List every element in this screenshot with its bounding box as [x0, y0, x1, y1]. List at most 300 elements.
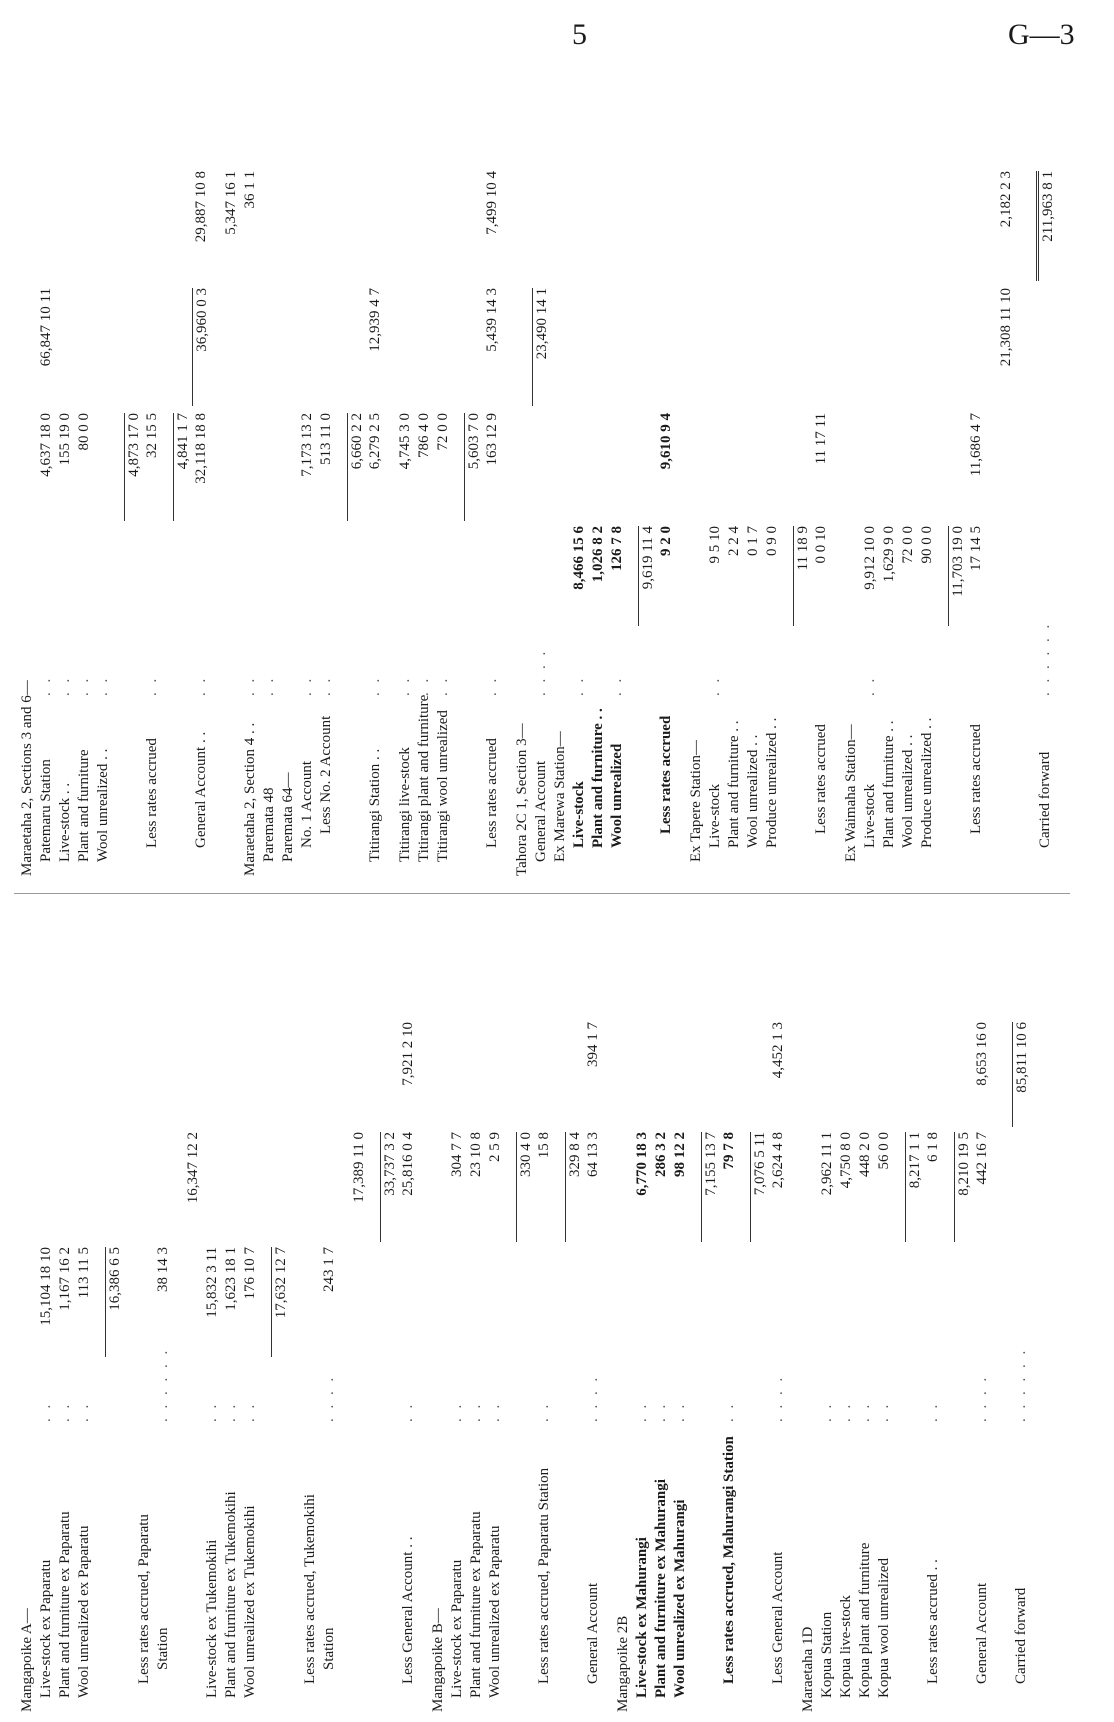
ledger-item-label: Wool unrealized ex Paparatu	[487, 1525, 503, 1698]
ledger-item-label: Kopua Station	[819, 1611, 835, 1698]
leader-dots: . .	[38, 1401, 54, 1422]
ledger-row	[350, 912, 369, 1712]
ledger-row	[434, 76, 453, 876]
amount-c1: 15,104 18 10	[38, 1247, 54, 1326]
ledger-row	[301, 912, 320, 1712]
ledger-row	[320, 912, 339, 1712]
ledger-item-label: Live-stock ex Paparatu	[449, 1559, 465, 1698]
ledger-item-label: General Account	[585, 1582, 601, 1684]
amount-c1: 16,386 6 5	[105, 1247, 125, 1357]
leader-dots: . .	[449, 1401, 465, 1422]
amount-c1: 9,912 10 0	[862, 526, 878, 590]
amount-c2: 7,076 5 11	[750, 1132, 770, 1242]
ledger-item-label: Maraetaha 2, Section 4 . .	[242, 722, 258, 876]
leader-dots: . .	[242, 1401, 258, 1422]
ledger-row	[875, 912, 894, 1712]
leader-dots: . .	[571, 675, 587, 696]
ledger-right-half	[18, 76, 1070, 876]
leader-dots: . .	[609, 675, 625, 696]
ledger-item-label: No. 1 Account	[299, 760, 315, 848]
amount-c2: 304 7 7	[449, 1132, 465, 1177]
ledger-item-label: Plant and furniture ex Mahurangi	[653, 1479, 669, 1698]
ledger-row	[565, 912, 584, 1712]
amount-c2: 513 11 0	[318, 413, 334, 465]
amount-c1: 9 5 10	[707, 526, 723, 564]
ledger-item-label: Produce unrealized . .	[919, 717, 935, 848]
leader-dots: . .	[57, 1401, 73, 1422]
amount-c1: 126 7 8	[609, 526, 625, 571]
leader-dots: . .	[318, 675, 334, 696]
amount-c2: 33,737 3 2	[380, 1132, 400, 1242]
ledger-item-label: Plant and furniture ex Paparatu	[468, 1511, 484, 1698]
leader-dots: . .	[95, 675, 111, 696]
ledger-row	[861, 76, 880, 876]
ledger-row	[203, 912, 222, 1712]
document-reference: G—3	[1008, 18, 1075, 51]
amount-c2: 25,816 0 4	[400, 1132, 416, 1196]
ledger-row	[750, 912, 769, 1712]
amount-c1: 72 0 0	[900, 526, 916, 564]
leader-dots: . .	[204, 1401, 220, 1422]
ledger-row	[638, 76, 657, 876]
leader-dots: . .	[653, 1401, 669, 1422]
leader-dots: . . . .	[770, 1374, 786, 1422]
amount-c1: 38 14 3	[155, 1247, 171, 1292]
leader-dots: . . . . . .	[1037, 621, 1053, 696]
leader-dots: . . . . . .	[155, 1347, 171, 1422]
ledger-row	[584, 912, 603, 1712]
ledger-row	[184, 912, 203, 1712]
leader-dots: . .	[261, 675, 277, 696]
ledger-row	[701, 912, 720, 1712]
amount-c2: 286 3 2	[653, 1132, 669, 1177]
amount-c4: 29,887 10 8	[193, 171, 209, 243]
ledger-row	[105, 912, 124, 1712]
amount-c3: 394 1 7	[585, 1022, 601, 1067]
ledger-row	[241, 76, 260, 876]
ledger-row	[192, 76, 211, 876]
ledger-row	[222, 76, 241, 876]
ledger-item-label: Plant and furniture ex Tukemokihi	[223, 1491, 239, 1698]
ledger-item-label: Less rates accrued, Mahurangi Station	[721, 1436, 737, 1684]
ledger-item-label: Less rates accrued, Paparatu	[136, 1514, 152, 1684]
ledger-item-label: Station	[321, 1627, 337, 1670]
ledger-row	[924, 912, 943, 1712]
ledger-row	[880, 76, 899, 876]
ledger-row	[837, 912, 856, 1712]
ledger-row	[429, 912, 448, 1712]
ledger-row	[954, 912, 973, 1712]
ledger-item-label: Wool unrealized ex Tukemokihi	[242, 1505, 258, 1698]
ledger-row	[37, 76, 56, 876]
amount-c3: 23,490 14 1	[532, 288, 552, 406]
ledger-row	[720, 912, 739, 1712]
ledger-item-label: Plant and furniture . .	[726, 720, 742, 848]
ledger-item-label: Mangapoike B—	[430, 1608, 446, 1712]
amount-c4: 2,182 2 3	[998, 171, 1014, 228]
leader-dots: . .	[76, 675, 92, 696]
amount-c4: 36 1 1	[242, 171, 258, 209]
amount-c3: 12,939 4 7	[367, 288, 383, 352]
ledger-item-label: Tahora 2C 1, Section 3—	[514, 723, 530, 876]
ledger-item-label: General Account	[974, 1582, 990, 1684]
amount-c1: 8,466 15 6	[571, 526, 587, 590]
amount-c2: 15 8	[536, 1132, 552, 1159]
ledger-row	[769, 912, 788, 1712]
ledger-row	[399, 912, 418, 1712]
ledger-row	[135, 912, 154, 1712]
leader-dots: . .	[193, 675, 209, 696]
ledger-item-label: Plant and furniture ex Paparatu	[57, 1511, 73, 1698]
ledger-row	[154, 912, 173, 1712]
ledger-item-label: Titirangi live-stock	[397, 747, 413, 862]
ledger-item-label: Ex Tapere Station—	[688, 740, 704, 862]
ledger-row	[241, 912, 260, 1712]
ledger-row	[143, 76, 162, 876]
amount-c2: 442 16 7	[974, 1132, 990, 1185]
ledger-item-label: Less rates accrued, Paparatu Station	[536, 1467, 552, 1684]
leader-dots: . .	[857, 1401, 873, 1422]
amount-c2: 98 12 2	[672, 1132, 688, 1177]
ledger-row	[799, 912, 818, 1712]
ledger-item-label: Mangapoike A—	[19, 1608, 35, 1712]
leader-dots: . .	[57, 675, 73, 696]
amount-c1: 0 9 0	[764, 526, 780, 556]
amount-c1: 176 10 7	[242, 1247, 258, 1300]
ledger-row	[396, 76, 415, 876]
ledger-item-label: Live-stock ex Tukemokihi	[204, 1539, 220, 1698]
amount-c2: 6,770 18 3	[634, 1132, 650, 1196]
ledger-row	[899, 76, 918, 876]
ledger-item-label: Station	[155, 1627, 171, 1670]
ledger-row	[75, 912, 94, 1712]
amount-c2: 9,610 9 4	[658, 413, 674, 470]
amount-c2: 4,750 8 0	[838, 1132, 854, 1189]
amount-c1: 1,629 9 0	[881, 526, 897, 583]
leader-dots: . .	[484, 675, 500, 696]
ledger-item-label: Less rates accrued	[144, 738, 160, 848]
ledger-item-label: Live-stock ex Mahurangi	[634, 1537, 650, 1698]
column-divider	[14, 893, 1070, 894]
ledger-row	[124, 76, 143, 876]
ledger-row	[744, 76, 763, 876]
amount-c2: 163 12 9	[484, 413, 500, 466]
leader-dots: . .	[838, 1401, 854, 1422]
ledger-item-label: Plant and furniture	[76, 749, 92, 862]
leader-dots: . .	[416, 675, 432, 696]
ledger-row	[1012, 912, 1031, 1712]
ledger-row	[94, 76, 113, 876]
ledger-row	[671, 912, 690, 1712]
ledger-item-label: Kopua live-stock	[838, 1595, 854, 1698]
ledger-item-label: Maraetaha 1D	[800, 1626, 816, 1712]
leader-dots: . .	[721, 1401, 737, 1422]
ledger-item-label: Plant and furniture . .	[881, 720, 897, 848]
amount-c2: 4,745 3 0	[397, 413, 413, 470]
ledger-item-label: Kopua wool unrealized	[876, 1558, 892, 1698]
ledger-item-label: Kopua plant and furniture	[857, 1542, 873, 1698]
ledger-row	[513, 76, 532, 876]
ledger-row	[842, 76, 861, 876]
ledger-row	[535, 912, 554, 1712]
leader-dots: . . . . . .	[1013, 1347, 1029, 1422]
ledger-item-label: Carried forward	[1013, 1587, 1029, 1684]
ledger-row	[380, 912, 399, 1712]
amount-c1: 11,703 19 0	[948, 526, 968, 626]
amount-c1: 0 0 10	[813, 526, 829, 564]
ledger-item-label: Mangapoike 2B	[615, 1615, 631, 1712]
ledger-row	[1036, 76, 1055, 876]
leader-dots: . .	[400, 1401, 416, 1422]
leader-dots: . .	[819, 1401, 835, 1422]
ledger-row	[298, 76, 317, 876]
leader-dots: . .	[862, 675, 878, 696]
amount-c2: 4,841 1 7	[173, 413, 193, 521]
ledger-item-label: Maraetaha 2, Sections 3 and 6—	[19, 680, 35, 876]
ledger-item-label: Patemaru Station	[38, 759, 54, 862]
amount-c2: 11 17 11	[813, 413, 829, 465]
leader-dots: . . . .	[974, 1374, 990, 1422]
amount-c2: 448 2 0	[857, 1132, 873, 1177]
amount-c1: 1,026 8 2	[590, 526, 606, 583]
leader-dots: . . . .	[585, 1374, 601, 1422]
ledger-row	[464, 76, 483, 876]
ledger-row	[18, 76, 37, 876]
amount-c3: 5,439 14 3	[484, 288, 500, 352]
amount-c3: 8,653 16 0	[974, 1022, 990, 1086]
amount-c2: 4,637 18 0	[38, 413, 54, 477]
ledger-row	[570, 76, 589, 876]
amount-c2: 79 7 8	[721, 1132, 737, 1170]
amount-c2: 2,962 11 1	[819, 1132, 835, 1196]
ledger-row	[973, 912, 992, 1712]
leader-dots: . .	[634, 1401, 650, 1422]
amount-c2: 8,217 1 1	[905, 1132, 925, 1242]
amount-c2: 6,660 2 2	[347, 413, 367, 521]
leader-dots: . .	[487, 1401, 503, 1422]
amount-c2: 4,873 17 0	[124, 413, 144, 521]
ledger-row	[486, 912, 505, 1712]
leader-dots: . .	[468, 1401, 484, 1422]
amount-c1: 17,632 12 7	[271, 1247, 291, 1357]
ledger-item-label: Less rates accrued . .	[925, 1559, 941, 1684]
amount-c2: 7,155 13 7	[701, 1132, 721, 1242]
amount-c3: 36,960 0 3	[192, 288, 212, 406]
ledger-item-label: Less rates accrued	[813, 724, 829, 834]
ledger-row	[37, 912, 56, 1712]
amount-c1: 11 18 9	[793, 526, 813, 626]
amount-c4: 7,499 10 4	[484, 171, 500, 235]
ledger-row	[652, 912, 671, 1712]
ledger-item-label: Wool unrealized ex Mahurangi	[672, 1499, 688, 1698]
ledger-row	[448, 912, 467, 1712]
amount-c2: 329 8 4	[565, 1132, 585, 1242]
ledger-item-label: Less No. 2 Account	[318, 715, 334, 834]
amount-c1: 15,832 3 11	[204, 1247, 220, 1318]
ledger-row	[317, 76, 336, 876]
leader-dots: . . . .	[533, 648, 549, 696]
ledger-row	[75, 76, 94, 876]
ledger-item-label: Less rates accrued	[484, 738, 500, 848]
amount-c1: 1,167 16 2	[57, 1247, 73, 1311]
leader-dots: . .	[242, 675, 258, 696]
ledger-row	[173, 76, 192, 876]
amount-c2: 11,686 4 7	[968, 413, 984, 477]
ledger-item-label: Live-stock	[862, 783, 878, 848]
ledger-item-label: Paremata 64—	[280, 772, 296, 862]
ledger-item-label: Titirangi wool unrealized	[435, 710, 451, 862]
amount-c2: 16,347 12 2	[185, 1132, 201, 1204]
ledger-item-label: Live-stock . .	[57, 782, 73, 862]
ledger-row	[56, 912, 75, 1712]
ledger-row	[222, 912, 241, 1712]
amount-c2: 23 10 8	[468, 1132, 484, 1177]
amount-c2: 786 4 0	[416, 413, 432, 458]
amount-c2: 7,173 13 2	[299, 413, 315, 477]
ledger-item-label: Ex Waimaha Station—	[843, 724, 859, 862]
amount-c2: 6,279 2 5	[367, 413, 383, 470]
leader-dots: . .	[536, 1401, 552, 1422]
ledger-row	[589, 76, 608, 876]
ledger-item-label: Wool unrealized . .	[900, 734, 916, 848]
leader-dots: . .	[435, 675, 451, 696]
ledger-row	[818, 912, 837, 1712]
amount-c2: 5,603 7 0	[464, 413, 484, 521]
amount-c2: 8,210 19 5	[954, 1132, 974, 1242]
amount-c4: 5,347 16 1	[223, 171, 239, 235]
amount-c2: 64 13 3	[585, 1132, 601, 1177]
leader-dots: . .	[672, 1401, 688, 1422]
ledger-row	[18, 912, 37, 1712]
ledger-row	[763, 76, 782, 876]
ledger-item-label: Wool unrealized ex Paparatu	[76, 1525, 92, 1698]
amount-c2: 2,624 4 8	[770, 1132, 786, 1189]
leader-dots: . .	[397, 675, 413, 696]
amount-c2: 56 0 0	[876, 1132, 892, 1170]
ledger-item-label: Less rates accrued	[658, 715, 674, 834]
ledger-row	[856, 912, 875, 1712]
amount-c4: 211,963 8 1	[1036, 171, 1058, 281]
leader-dots: . .	[38, 675, 54, 696]
amount-c1: 1,623 18 1	[223, 1247, 239, 1311]
ledger-row	[279, 76, 298, 876]
ledger-row	[905, 912, 924, 1712]
leader-dots: . .	[925, 1401, 941, 1422]
amount-c2: 330 4 0	[516, 1132, 536, 1242]
amount-c2: 6 1 8	[925, 1132, 941, 1162]
ledger-row	[415, 76, 434, 876]
amount-c1: 0 1 7	[745, 526, 761, 556]
ledger-row	[532, 76, 551, 876]
amount-c2: 17,389 11 0	[351, 1132, 367, 1203]
leader-dots: . .	[144, 675, 160, 696]
amount-c3: 4,452 1 3	[770, 1022, 786, 1079]
ledger-row	[948, 76, 967, 876]
ledger-row	[551, 76, 570, 876]
ledger-row	[366, 76, 385, 876]
ledger-item-label: Less General Account . .	[400, 1536, 416, 1684]
ledger-item-label: Plant and furniture . .	[590, 708, 606, 848]
amount-c1: 90 0 0	[919, 526, 935, 564]
ledger-item-label: Less rates accrued	[968, 724, 984, 834]
ledger-item-label: Live-stock	[571, 781, 587, 848]
amount-c2: 2 5 9	[487, 1132, 503, 1162]
amount-c1: 9 2 0	[658, 526, 674, 556]
ledger-item-label: Live-stock ex Paparatu	[38, 1559, 54, 1698]
amount-c1: 243 1 7	[321, 1247, 337, 1292]
ledger-row	[467, 912, 486, 1712]
page-number: 5	[572, 18, 587, 51]
leader-dots: . .	[76, 1401, 92, 1422]
ledger-row	[725, 76, 744, 876]
leader-dots: . .	[223, 1401, 239, 1422]
ledger-row	[516, 912, 535, 1712]
ledger-row	[967, 76, 986, 876]
ledger-row	[633, 912, 652, 1712]
amount-c2: 80 0 0	[76, 413, 92, 451]
ledger-item-label: Live-stock	[707, 783, 723, 848]
rotated-ledger-table	[14, 72, 1074, 1712]
ledger-item-label: Less rates accrued, Tukemokihi	[302, 1494, 318, 1684]
ledger-item-label: Titirangi plant and furniture	[416, 694, 432, 862]
ledger-row	[793, 76, 812, 876]
ledger-item-label: Carried forward	[1037, 751, 1053, 848]
amount-c3: 66,847 10 11	[38, 288, 54, 367]
ledger-left-half	[18, 912, 1070, 1712]
leader-dots: . .	[367, 675, 383, 696]
amount-c2: 32,118 18 8	[193, 413, 209, 484]
amount-c1: 9,619 11 4	[638, 526, 658, 626]
leader-dots: . .	[707, 675, 723, 696]
ledger-row	[812, 76, 831, 876]
amount-c3: 21,308 11 10	[998, 288, 1014, 367]
ledger-item-label: General Account	[533, 760, 549, 862]
ledger-item-label: Less General Account	[770, 1551, 786, 1684]
amount-c3: 85,811 10 6	[1012, 1022, 1032, 1127]
ledger-row	[483, 76, 502, 876]
ledger-row	[271, 912, 290, 1712]
leader-dots: . .	[876, 1401, 892, 1422]
ledger-item-label: Ex Marewa Station—	[552, 731, 568, 862]
ledger-item-label: Paremata 48	[261, 787, 277, 862]
ledger-row	[614, 912, 633, 1712]
ledger-item-label: Produce unrealized . .	[764, 717, 780, 848]
ledger-row	[657, 76, 676, 876]
ledger-row	[347, 76, 366, 876]
amount-c3: 7,921 2 10	[400, 1022, 416, 1086]
ledger-item-label: Wool unrealized . .	[745, 734, 761, 848]
amount-c2: 32 15 5	[144, 413, 160, 458]
ledger-item-label: General Account . .	[193, 731, 209, 848]
amount-c2: 72 0 0	[435, 413, 451, 451]
ledger-row	[997, 76, 1016, 876]
ledger-item-label: Wool unrealized . .	[95, 748, 111, 862]
amount-c2: 155 19 0	[57, 413, 73, 466]
ledger-row	[260, 76, 279, 876]
leader-dots: . .	[299, 675, 315, 696]
ledger-item-label: Wool unrealized	[609, 743, 625, 848]
amount-c1: 2 2 4	[726, 526, 742, 556]
ledger-row	[687, 76, 706, 876]
leader-dots: . . . .	[321, 1374, 337, 1422]
ledger-row	[608, 76, 627, 876]
amount-c1: 17 14 5	[968, 526, 984, 571]
amount-c1: 113 11 5	[76, 1247, 92, 1299]
ledger-row	[918, 76, 937, 876]
ledger-row	[56, 76, 75, 876]
ledger-item-label: Titirangi Station . .	[367, 748, 383, 862]
ledger-row	[706, 76, 725, 876]
